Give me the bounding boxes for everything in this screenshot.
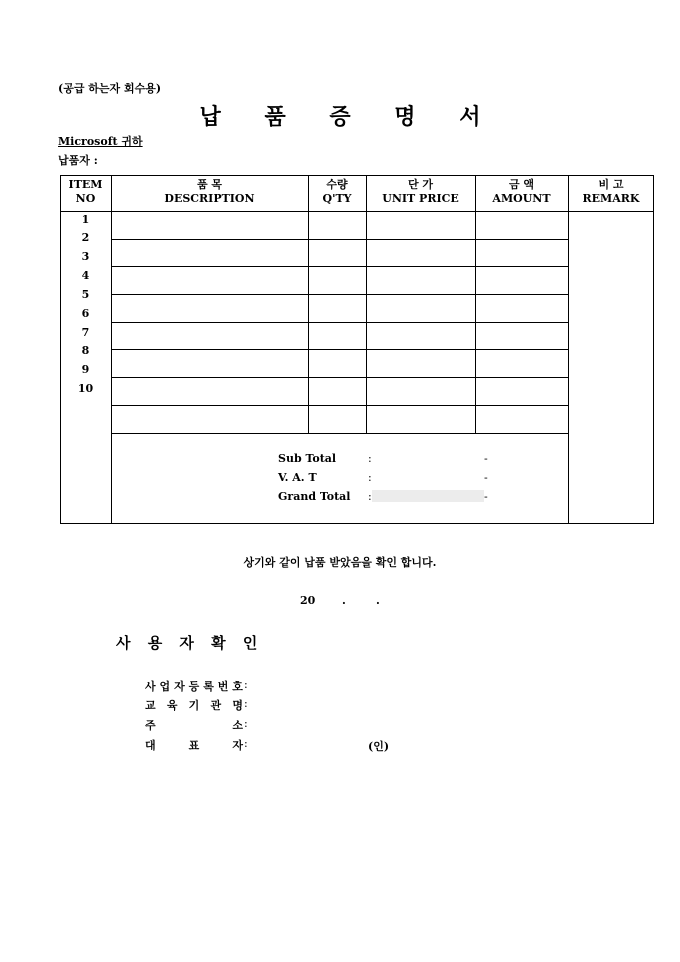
grand-total-value: - xyxy=(484,490,488,503)
header-amount: 금 액 AMOUNT xyxy=(492,178,551,205)
header-description: 품 목 DESCRIPTION xyxy=(164,178,255,205)
header-remark: 비 고 REMARK xyxy=(582,178,640,205)
info-colon: : xyxy=(244,697,248,710)
deliverer-label: 납품자 : xyxy=(58,154,98,167)
document-title: 납 품 증 명 서 xyxy=(199,104,499,130)
item-number: 9 xyxy=(81,363,90,376)
item-number: 4 xyxy=(81,269,90,282)
grand-total-colon: : xyxy=(368,490,372,503)
item-number: 8 xyxy=(81,344,90,357)
confirmation-statement: 상기와 같이 납품 받았음을 확인 합니다. xyxy=(243,556,437,569)
info-colon: : xyxy=(244,678,248,691)
info-colon: : xyxy=(244,717,248,730)
subtotal-value: - xyxy=(484,452,488,465)
user-confirmation-title: 사 용 자 확 인 xyxy=(116,634,264,652)
item-number: 5 xyxy=(81,288,90,301)
header-item-no: ITEM NO xyxy=(68,178,103,205)
seal-mark: (인) xyxy=(368,740,390,753)
item-number: 10 xyxy=(77,382,94,395)
date-separator: . xyxy=(376,594,380,607)
grand-total-label: Grand Total xyxy=(278,490,351,503)
recipient-line: Microsoft 귀하 xyxy=(58,135,143,148)
item-number: 3 xyxy=(81,250,90,263)
representative-label: 대 표 자 xyxy=(145,739,243,752)
institution-name-label: 교 육 기 관 명 xyxy=(145,699,243,712)
item-number: 7 xyxy=(81,326,90,339)
subtotal-colon: : xyxy=(368,452,372,465)
form-subtitle: (공급 하는자 회수용) xyxy=(58,82,162,95)
vat-colon: : xyxy=(368,471,372,484)
item-number: 6 xyxy=(81,307,90,320)
header-quantity: 수량 Q'TY xyxy=(322,178,352,205)
grand-total-field xyxy=(372,490,484,502)
date-year: 20 xyxy=(300,594,316,607)
table-border xyxy=(61,176,654,524)
header-unit-price: 단 가 UNIT PRICE xyxy=(382,178,459,205)
item-number: 2 xyxy=(81,231,90,244)
business-reg-number-label: 사 업 자 등 록 번 호 xyxy=(145,680,243,693)
date-separator: . xyxy=(342,594,346,607)
item-number: 1 xyxy=(81,213,90,226)
address-label: 주 소 xyxy=(145,719,243,732)
vat-label: V. A. T xyxy=(278,471,317,484)
info-colon: : xyxy=(244,737,248,750)
vat-value: - xyxy=(484,471,488,484)
subtotal-label: Sub Total xyxy=(278,452,337,465)
